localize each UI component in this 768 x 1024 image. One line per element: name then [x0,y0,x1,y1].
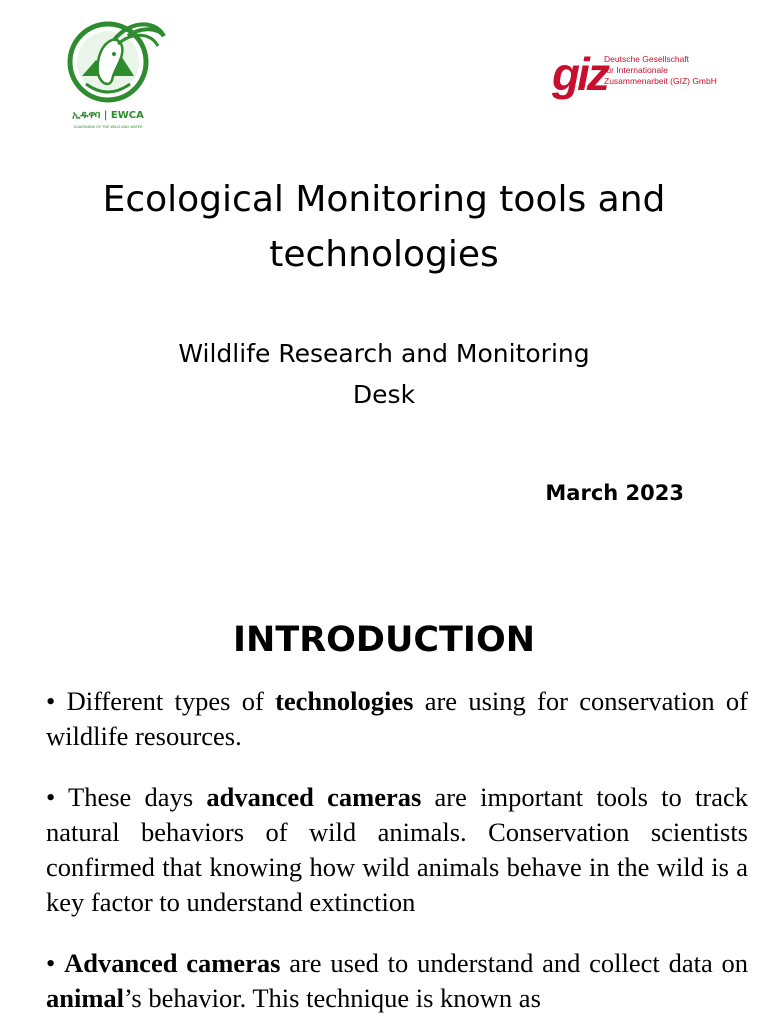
bullet-list [46,684,748,1024]
bullet-text: are important tools to track natural behaviors of wild animals. Conservation scientists confirmed that knowing how wild animals behave in the wild is a key factor to understand extinction [46,782,748,917]
svg-text:ኢዱዋባ | EWCA: ኢዱዋባ | EWCA [72,110,144,121]
giz-wordmark: giz [552,48,607,100]
bullet-text: Different types of [66,686,276,716]
presentation-subtitle [110,333,658,415]
slide-heading: INTRODUCTION [233,620,535,660]
bullet-text: are using for conservation of wildlife resources. [46,686,748,751]
giz-organization-name [604,54,717,87]
title-line: technologies [269,234,499,275]
bullet-text: These days [68,782,207,812]
bullet-text: are used to understand and collect data on [280,948,748,978]
title-line: Ecological Monitoring tools and [102,179,666,220]
bullet-emphasis: animal [46,983,125,1013]
presentation-date: March 2023 [545,481,684,505]
ibex-emblem-icon [62,14,170,132]
bullet-item [46,946,748,1016]
bullet-item [46,684,748,754]
giz-logo [552,46,717,110]
bullet-emphasis: Advanced cameras [64,948,281,978]
giz-line: Deutsche Gesellschaft [604,54,690,64]
giz-line: Zusammenarbeit (GIZ) GmbH [604,76,717,86]
subtitle-line: Wildlife Research and Monitoring [178,339,590,368]
introduction-slide [0,592,768,1024]
bullet-emphasis: technologies [275,686,414,716]
bullet-text: ’s behavior. This technique is known as [124,983,541,1013]
presentation-title [40,172,728,282]
bullet-emphasis: advanced cameras [206,782,422,812]
subtitle-line: Desk [352,380,416,409]
ewca-logo [62,14,170,132]
giz-line: für Internationale [604,65,668,75]
svg-text:GUARDIANS OF THE WILD AND WATE: GUARDIANS OF THE WILD AND WATER [73,125,143,129]
bullet-item [46,780,748,920]
